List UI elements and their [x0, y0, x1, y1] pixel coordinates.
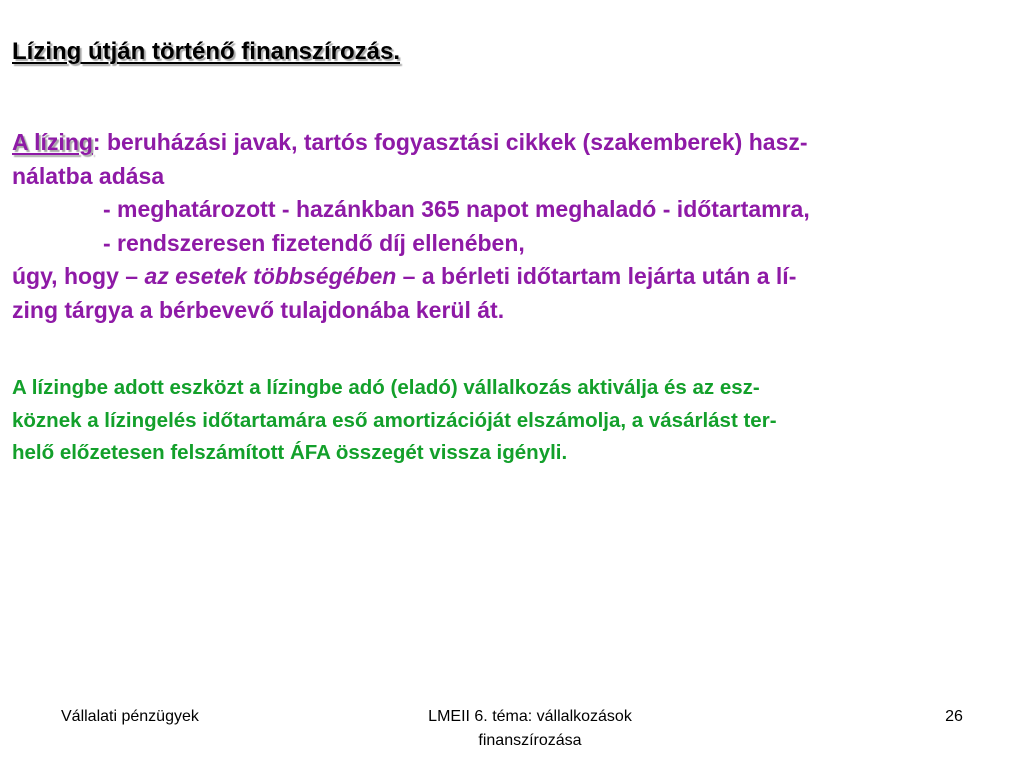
definition-line-2: nálatba adása: [12, 162, 165, 189]
definition-line-1: [12, 126, 1012, 160]
footer-topic-line-1: LMEII 6. téma: vállalkozások: [428, 708, 632, 725]
definition-line-6: zing tárgya a bérbevevő tulajdonába kerül át.: [12, 296, 505, 323]
footer-topic-line-2: finanszírozása: [478, 732, 582, 749]
leasing-definition: [12, 126, 1012, 327]
footer-course-name: Vállalati pénzügyek: [61, 708, 199, 725]
page-number: 26: [945, 708, 963, 725]
note-line-3: helő előzetesen felszámított ÁFA összegét vissza igényli.: [12, 441, 568, 464]
definition-bullet-fee: - rendszeresen fizetendő díj ellenében,: [103, 229, 525, 256]
leasing-term: A lízing: [12, 129, 93, 155]
note-line-2: köznek a lízingelés időtartamára eső amortizációját elszámolja, a vásárlást ter-: [12, 408, 777, 432]
definition-bullet-duration: - meghatározott - hazánkban 365 napot meghaladó - időtartamra,: [103, 196, 810, 222]
note-line-1: A lízingbe adott eszközt a lízingbe adó (eladó) vállalkozás aktiválja és az esz-: [12, 376, 760, 399]
slide-title: Lízing útján történő finanszírozás.: [12, 38, 401, 65]
definition-line-5: [12, 260, 1012, 294]
definition-line-5-end: – a bérleti időtartam lejárta után a lí-: [396, 263, 797, 289]
definition-emphasis: az esetek többségében: [144, 263, 397, 289]
definition-line-1-rest: : beruházási javak, tartós fogyasztási cikkek (szakemberek) hasz-: [92, 129, 808, 155]
definition-line-5-start: úgy, hogy –: [12, 263, 145, 289]
accounting-note: [12, 372, 1012, 470]
footer-topic: [340, 705, 720, 753]
